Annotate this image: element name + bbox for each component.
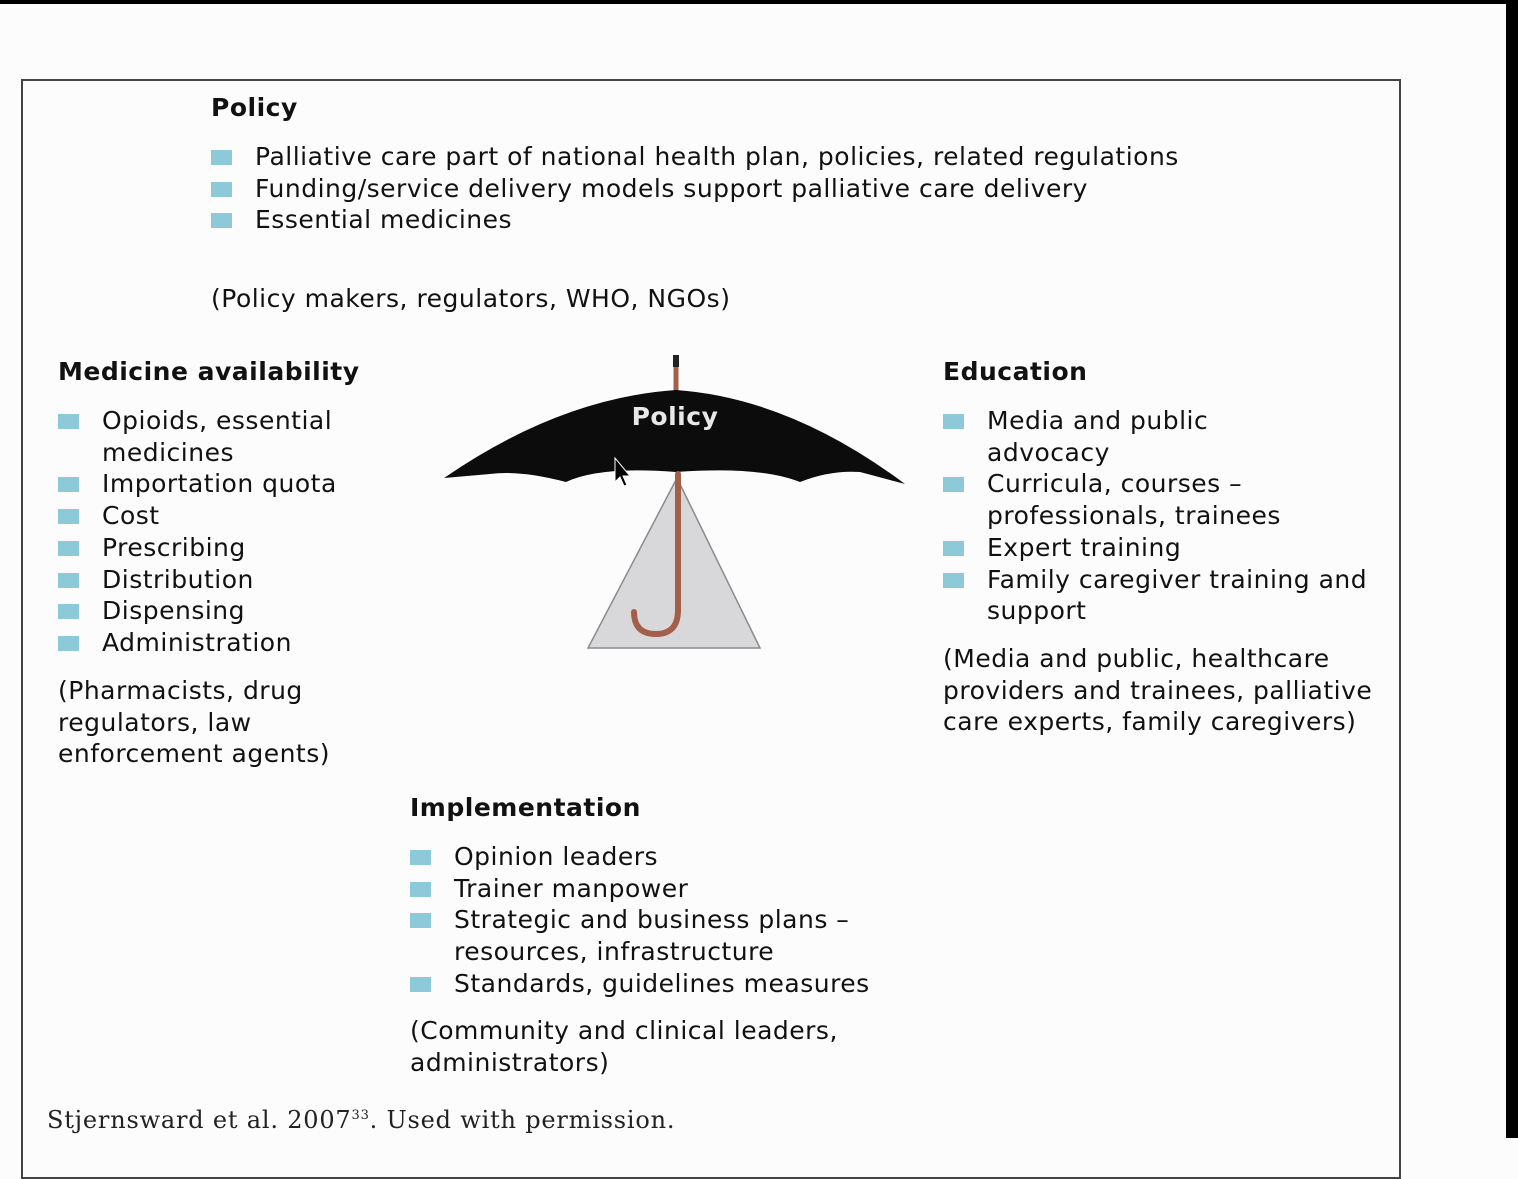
list-item: Curricula, courses – professionals, trainees — [943, 468, 1388, 531]
list-item: Essential medicines — [211, 204, 1311, 236]
list-item: Trainer manpower — [410, 873, 990, 905]
policy-stakeholders: (Policy makers, regulators, WHO, NGOs) — [211, 284, 731, 313]
umbrella-ferrule — [673, 355, 679, 367]
list-item: Administration — [58, 627, 408, 659]
medicine-stakeholders: (Pharmacists, drug regulators, law enforcement agents) — [58, 676, 330, 769]
list-item: Opinion leaders — [410, 841, 990, 873]
implementation-stakeholders: (Community and clinical leaders, administrators) — [410, 1016, 838, 1077]
umbrella-label: Policy — [631, 402, 719, 431]
implementation-heading: Implementation — [410, 793, 641, 822]
list-item: Cost — [58, 500, 408, 532]
list-item: Strategic and business plans – resources, infrastructure — [410, 904, 990, 967]
policy-heading: Policy — [211, 93, 298, 122]
list-item: Distribution — [58, 564, 408, 596]
list-item: Palliative care part of national health plan, policies, related regulations — [211, 141, 1311, 173]
list-item: Standards, guidelines measures — [410, 968, 990, 1000]
education-heading: Education — [943, 357, 1088, 386]
education-stakeholders: (Media and public, healthcare providers and trainees, palliative care experts, family caregivers) — [943, 644, 1373, 737]
list-item: Media and public advocacy — [943, 405, 1388, 468]
list-item: Dispensing — [58, 595, 408, 627]
list-item: Opioids, essential medicines — [58, 405, 408, 468]
list-item: Importation quota — [58, 468, 408, 500]
medicine-heading: Medicine availability — [58, 357, 360, 386]
list-item: Funding/service delivery models support palliative care delivery — [211, 173, 1311, 205]
citation: Stjernsward et al. 2007$^{33}$. Used with permission. — [47, 1106, 676, 1134]
list-item: Prescribing — [58, 532, 408, 564]
list-item: Expert training — [943, 532, 1388, 564]
list-item: Family caregiver training and support — [943, 564, 1388, 627]
